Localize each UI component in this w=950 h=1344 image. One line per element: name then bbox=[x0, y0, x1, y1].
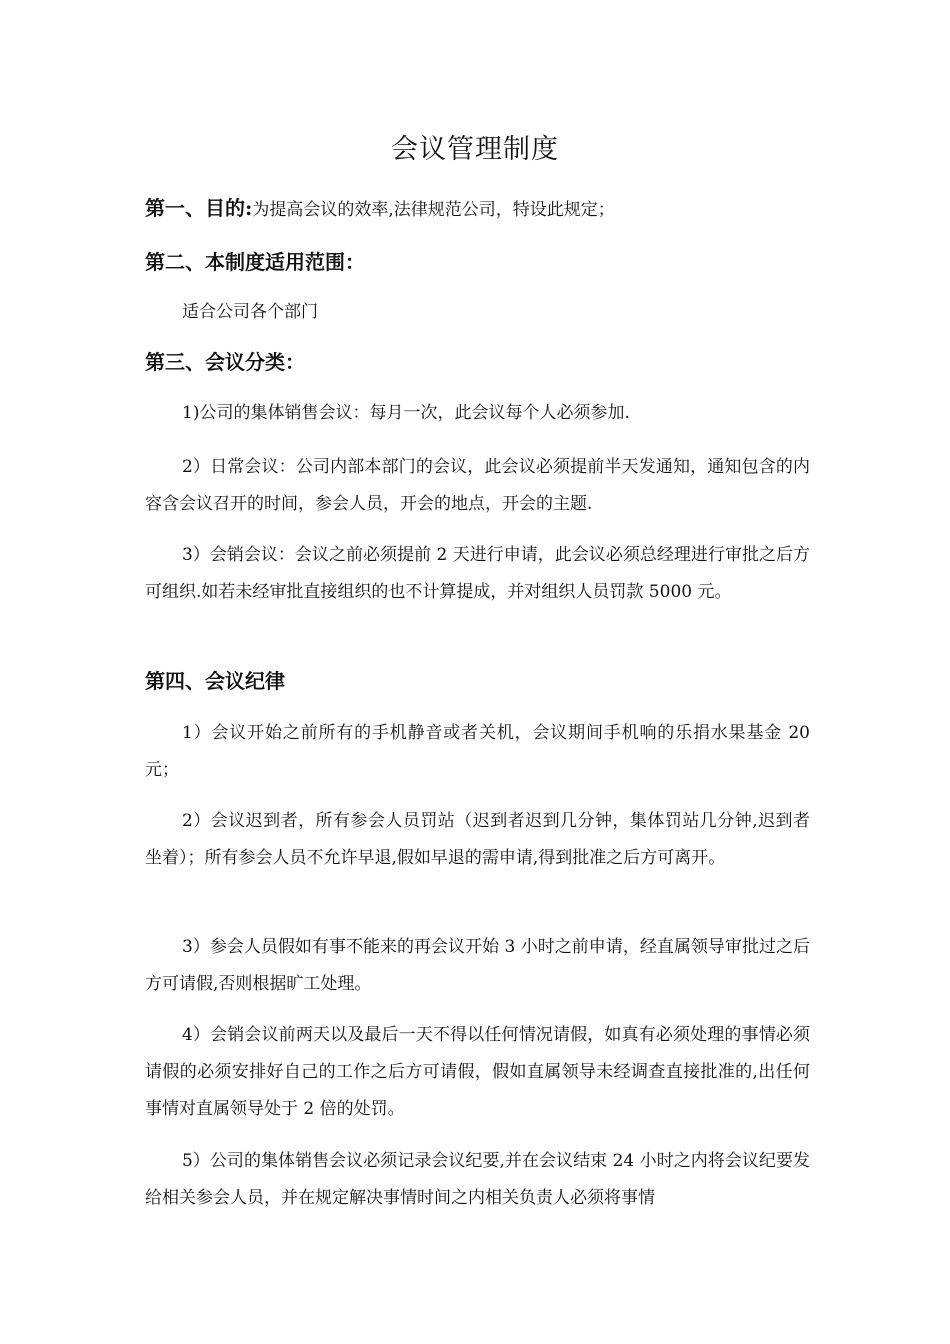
section-4-heading: 第四、会议纪律 bbox=[145, 669, 285, 693]
document-title: 会议管理制度 bbox=[391, 134, 559, 165]
section-4-paragraph-3: 3）参会人员假如有事不能来的再会议开始 3 小时之前申请，经直属领导审批过之后方可请假,否则根据旷工处理。 bbox=[145, 937, 810, 994]
section-2-heading: 第二、本制度适用范围： bbox=[145, 250, 365, 274]
section-3-heading: 第三、会议分类： bbox=[145, 350, 305, 374]
section-1-heading bbox=[145, 193, 815, 225]
section-4-paragraph-1: 1）会议开始之前所有的手机静音或者关机，会议期间手机响的乐捐水果基金 20 元； bbox=[145, 723, 810, 780]
section-1-heading-label: 第一、目的: bbox=[145, 196, 253, 220]
section-3-paragraph-1: 1)公司的集体销售会议：每月一次，此会议每个人必须参加. bbox=[182, 403, 630, 423]
section-4-paragraph-2: 2）会议迟到者，所有参会人员罚站（迟到者迟到几分钟，集体罚站几分钟,迟到者坐着）；所有参会人员不允许早退,假如早退的需申请,得到批准之后方可离开。 bbox=[145, 811, 810, 868]
section-4-paragraph-4: 4）会销会议前两天以及最后一天不得以任何情况请假，如真有必须处理的事情必须请假的必须安排好自己的工作之后方可请假，假如直属领导未经调查直接批准的,出任何事情对直属领导处于 2 倍的处罚。 bbox=[145, 1025, 810, 1119]
section-4-paragraph-5: 5）公司的集体销售会议必须记录会议纪要,并在会议结束 24 小时之内将会议纪要发给相关参会人员，并在规定解决事情时间之内相关负责人必须将事情 bbox=[145, 1151, 810, 1208]
section-3-paragraph-2: 2）日常会议：公司内部本部门的会议，此会议必须提前半天发通知，通知包含的内容含会议召开的时间，参会人员，开会的地点，开会的主题. bbox=[145, 457, 810, 514]
section-2-paragraph-1: 适合公司各个部门 bbox=[182, 302, 318, 322]
section-1-inline-text: 为提高会议的效率,法律规范公司，特设此规定； bbox=[252, 200, 615, 220]
section-3-paragraph-3: 3）会销会议：会议之前必须提前 2 天进行申请，此会议必须总经理进行审批之后方可组织.如若未经审批直接组织的也不计算提成，并对组织人员罚款 5000 元。 bbox=[145, 545, 810, 602]
